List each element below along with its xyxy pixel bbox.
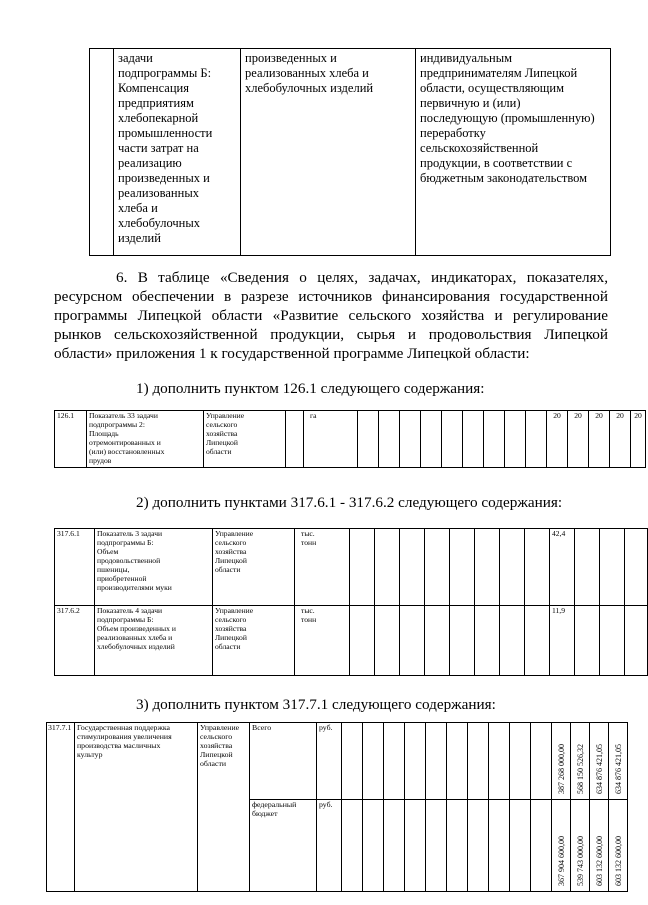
text-line: Липецкой — [200, 750, 233, 759]
text-line: подпрограммы Б: — [97, 615, 154, 624]
text-line: хозяйства — [206, 429, 238, 438]
unit — [295, 529, 350, 606]
unit: руб. — [317, 800, 342, 892]
text-line: производства масличных — [77, 741, 161, 750]
empty-cell — [489, 800, 510, 892]
text-line: Управление — [215, 529, 254, 538]
empty-cell — [468, 800, 489, 892]
empty-cell — [500, 606, 525, 676]
empty-cell — [475, 529, 500, 606]
text-line: сельского — [215, 538, 247, 547]
empty-cell — [600, 529, 625, 606]
empty-cell — [405, 800, 426, 892]
text-line: отремонтированных и — [89, 438, 161, 447]
empty-cell — [484, 411, 505, 468]
value-cell — [590, 800, 609, 892]
empty-cell — [450, 606, 475, 676]
empty-cell — [489, 723, 510, 800]
value-cell — [590, 723, 609, 800]
text-line: реализованных хлеба и — [245, 66, 369, 80]
empty-cell — [575, 529, 600, 606]
text-line: стимулирования увеличения — [77, 732, 172, 741]
item-3-heading: 3) дополнить пунктом 317.7.1 следующего содержания: — [136, 696, 496, 713]
value-cell: 11,9 — [550, 606, 575, 676]
empty-cell — [363, 800, 384, 892]
text-line: тонн — [301, 538, 317, 547]
value-text: 634 876 421,05 — [613, 744, 623, 794]
value-cell — [609, 723, 628, 800]
top-table — [89, 48, 611, 256]
empty-cell — [375, 529, 400, 606]
text-line: предприятиям — [118, 96, 194, 110]
item-2-heading: 2) дополнить пунктами 317.6.1 - 317.6.2 следующего содержания: — [136, 494, 563, 511]
empty-cell — [463, 411, 484, 468]
text-line: хлебопекарной — [118, 111, 199, 125]
event-name — [75, 723, 198, 892]
value-text: 387 268 000,00 — [556, 744, 566, 794]
text-line: области — [200, 759, 227, 768]
empty-cell — [475, 606, 500, 676]
value-cell — [609, 800, 628, 892]
text-line: хозяйства — [200, 741, 233, 750]
empty-cell — [447, 800, 468, 892]
text-line: задачи — [118, 51, 153, 65]
text-line: сельскохозяйственной — [420, 141, 539, 155]
empty-cell — [526, 411, 547, 468]
empty-cell — [375, 606, 400, 676]
empty-cell — [531, 800, 552, 892]
empty-cell — [342, 800, 363, 892]
text-line: культур — [77, 750, 103, 759]
value-text: 367 904 600,00 — [556, 836, 566, 886]
text-line: производителями муки — [97, 583, 172, 592]
indicator-name — [95, 606, 213, 676]
text-line: подпрограммы 2: — [89, 420, 145, 429]
empty-cell — [350, 529, 375, 606]
text-line: (или) восстановленных — [89, 447, 165, 456]
text-line: подпрограммы Б: — [97, 538, 154, 547]
empty-cell — [450, 529, 475, 606]
text-line: подпрограммы Б: — [118, 66, 212, 80]
indicator-name — [87, 411, 204, 468]
text-line: области — [215, 642, 241, 651]
empty-cell — [442, 411, 463, 468]
empty-cell — [531, 723, 552, 800]
value-cell: 20 — [631, 411, 646, 468]
text-line: бюджетным законодательством — [420, 171, 588, 185]
value-text: 634 876 421,05 — [594, 744, 604, 794]
paragraph-6: 6. В таблице «Сведения о целях, задачах, индикаторах, показателях, ресурсном обеспечении в разрезе источников финансирования государственной программы Липецкой области «Развитие сельского хозяйства и регулирование рынков сельскохозяйственной продукции, сырья и продовольствия Липецкой области» приложения 1 к государственной программе Липецкой области: — [54, 269, 608, 362]
text-line: индивидуальным — [420, 51, 513, 65]
empty-cell — [426, 723, 447, 800]
text-line: части затрат на — [118, 141, 199, 155]
text-line: реализованных хлеба и — [97, 633, 173, 642]
organization — [204, 411, 286, 468]
empty-cell — [447, 723, 468, 800]
text-line: хлебобулочных — [118, 216, 201, 230]
empty-cell — [575, 606, 600, 676]
value-cell — [571, 800, 590, 892]
value-text: 568 150 526,32 — [575, 744, 585, 794]
text-line: промышленности — [118, 126, 213, 140]
text-line: Государственная поддержка — [77, 723, 170, 732]
row-number: 317.6.2 — [55, 606, 95, 676]
text-line: сельского — [206, 420, 238, 429]
text-line: области — [206, 447, 232, 456]
unit: руб. — [317, 723, 342, 800]
text-line: бюджет — [252, 809, 278, 818]
text-line: федеральный — [252, 800, 297, 809]
text-line: Липецкой — [215, 556, 247, 565]
empty-cell — [625, 606, 648, 676]
empty-cell — [505, 411, 526, 468]
top-table-empty-cell — [90, 49, 114, 256]
table-317-7-1 — [46, 722, 628, 892]
source-total: Всего — [250, 723, 317, 800]
text-line: предпринимателям Липецкой — [420, 66, 578, 80]
value-text: 539 743 000,00 — [575, 836, 585, 886]
text-line: переработку — [420, 126, 486, 140]
text-line: реализацию — [118, 156, 182, 170]
empty-cell — [342, 723, 363, 800]
text-line: последующую (промышленную) — [420, 111, 595, 125]
empty-cell — [525, 606, 550, 676]
top-table-recipient-cell — [416, 49, 611, 256]
text-line: Липецкой — [215, 633, 247, 642]
text-line: Объем — [97, 547, 119, 556]
text-line: Управление — [200, 723, 240, 732]
text-line: сельского — [215, 615, 247, 624]
empty-cell — [384, 800, 405, 892]
text-line: Показатель 3 задачи — [97, 529, 163, 538]
empty-cell — [400, 606, 425, 676]
empty-cell — [379, 411, 400, 468]
value-cell: 42,4 — [550, 529, 575, 606]
empty-cell — [426, 800, 447, 892]
empty-cell — [625, 529, 648, 606]
text-line: пшеницы, — [97, 565, 130, 574]
organization — [213, 606, 295, 676]
text-line: продукции, в соответствии с — [420, 156, 573, 170]
empty-cell — [468, 723, 489, 800]
empty-cell — [384, 723, 405, 800]
unit: га — [304, 411, 358, 468]
text-line: Управление — [215, 606, 254, 615]
text-line: произведенных и — [245, 51, 337, 65]
text-line: Компенсация — [118, 81, 189, 95]
text-line: Липецкой — [206, 438, 238, 447]
value-text: 603 132 600,00 — [613, 836, 623, 886]
organization — [198, 723, 250, 892]
empty-cell — [600, 606, 625, 676]
empty-cell — [425, 529, 450, 606]
text-line: изделий — [118, 231, 161, 245]
empty-cell — [400, 411, 421, 468]
row-number: 317.6.1 — [55, 529, 95, 606]
text-line: хлеба и — [118, 201, 158, 215]
text-line: тыс. — [301, 529, 315, 538]
empty-cell — [286, 411, 304, 468]
table-126-1 — [54, 410, 646, 468]
value-cell — [552, 800, 571, 892]
top-table-product-cell — [241, 49, 416, 256]
value-cell: 20 — [610, 411, 631, 468]
empty-cell — [500, 529, 525, 606]
value-cell: 20 — [589, 411, 610, 468]
organization — [213, 529, 295, 606]
value-cell: 20 — [568, 411, 589, 468]
empty-cell — [510, 800, 531, 892]
text-line: хлебобулочных изделий — [97, 642, 175, 651]
unit — [295, 606, 350, 676]
value-cell — [571, 723, 590, 800]
empty-cell — [510, 723, 531, 800]
empty-cell — [421, 411, 442, 468]
table-317-6 — [54, 528, 648, 676]
indicator-name — [95, 529, 213, 606]
value-cell: 20 — [547, 411, 568, 468]
text-line: сельского — [200, 732, 233, 741]
text-line: Площадь — [89, 429, 119, 438]
text-line: Объем произведенных и — [97, 624, 176, 633]
top-table-task-cell — [114, 49, 241, 256]
text-line: реализованных — [118, 186, 199, 200]
text-line: хозяйства — [215, 547, 247, 556]
text-line: области, осуществляющим — [420, 81, 565, 95]
text-line: хлебобулочных изделий — [245, 81, 374, 95]
row-number: 126.1 — [55, 411, 87, 468]
text-line: хозяйства — [215, 624, 247, 633]
value-cell — [552, 723, 571, 800]
row-number: 317.7.1 — [47, 723, 75, 892]
value-text: 603 132 600,00 — [594, 836, 604, 886]
text-line: тыс. — [301, 606, 315, 615]
text-line: Показатель 4 задачи — [97, 606, 163, 615]
text-line: тонн — [301, 615, 317, 624]
text-line: произведенных и — [118, 171, 210, 185]
empty-cell — [400, 529, 425, 606]
item-1-heading: 1) дополнить пунктом 126.1 следующего содержания: — [136, 380, 485, 397]
empty-cell — [358, 411, 379, 468]
text-line: Управление — [206, 411, 245, 420]
text-line: первичную и (или) — [420, 96, 521, 110]
empty-cell — [363, 723, 384, 800]
text-line: области — [215, 565, 241, 574]
text-line: прудов — [89, 456, 112, 465]
empty-cell — [350, 606, 375, 676]
text-line: Показатель 33 задачи — [89, 411, 158, 420]
empty-cell — [405, 723, 426, 800]
text-line: продовольственной — [97, 556, 161, 565]
source-federal — [250, 800, 317, 892]
empty-cell — [425, 606, 450, 676]
empty-cell — [525, 529, 550, 606]
text-line: приобретенной — [97, 574, 147, 583]
